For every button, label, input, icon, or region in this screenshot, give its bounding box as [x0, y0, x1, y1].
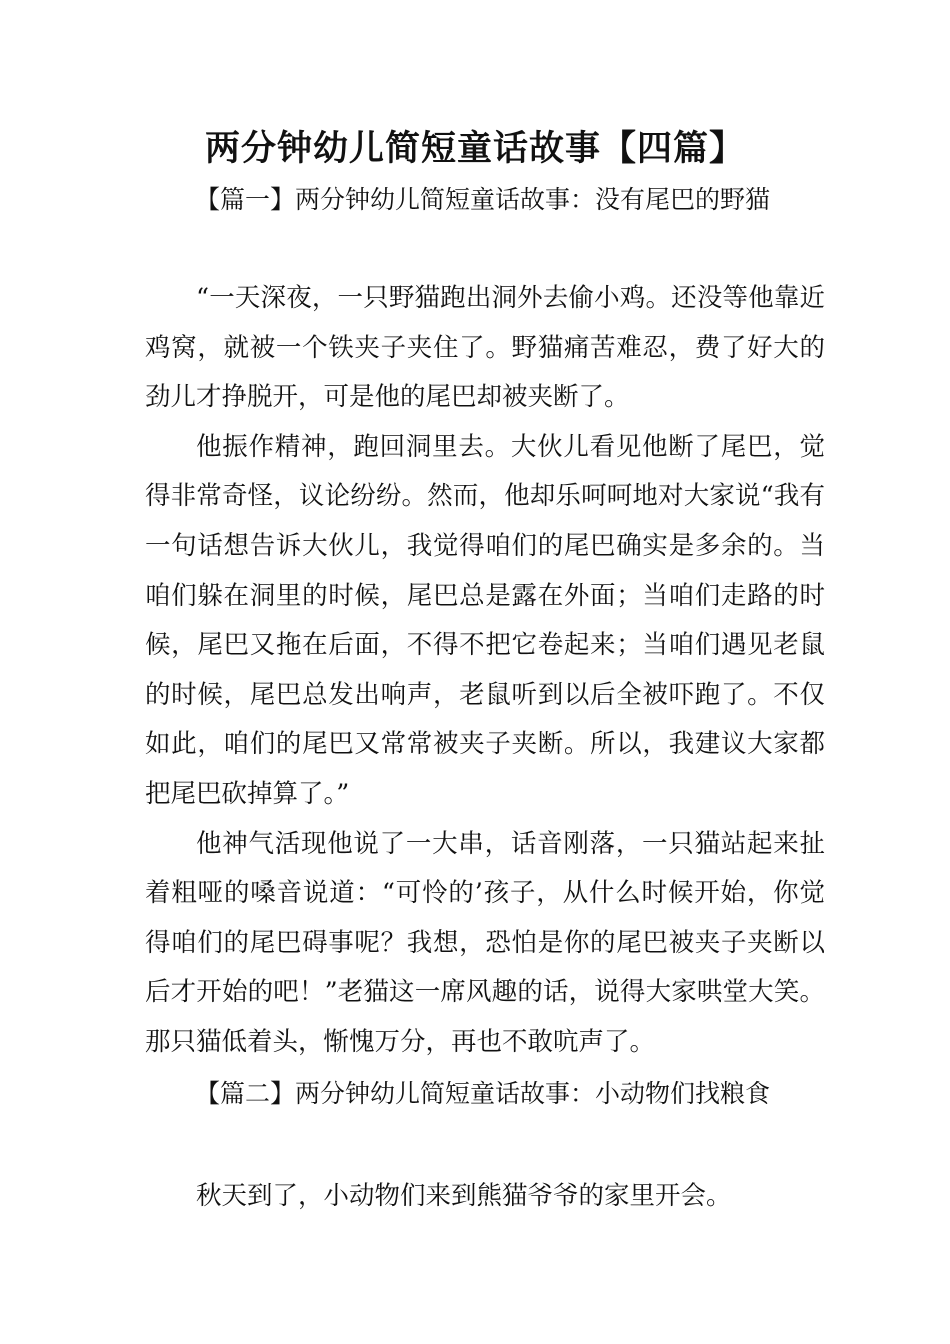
- section-heading-1: 【篇一】两分钟幼儿简短童话故事：没有尾巴的野猫: [195, 185, 771, 214]
- document-title: 两分钟幼儿简短童话故事【四篇】: [204, 128, 745, 169]
- paragraph: 秋天到了，小动物们来到熊猫爷爷的家里开会。: [196, 1181, 732, 1211]
- section-heading-2: 【篇二】两分钟幼儿简短童话故事：小动物们找粮食: [195, 1079, 771, 1108]
- paragraph: 他振作精神，跑回洞里去。大伙儿看见他断了尾巴，觉得非常奇怪，议论纷纷。然而，他却乐呵呵地对大家说“我有一句话想告诉大伙儿，我觉得咱们的尾巴确实是多余的。当咱们躲在洞里的时候，尾巴总是露在外面；当咱们走路的时候，尾巴又拖在后面，不得不把它卷起来；当咱们遇见老鼠的时候，尾巴总发出响声，老鼠听到以后全被吓跑了。不仅如此，咱们的尾巴又常常被夹子夹断。所以，我建议大家都把尾巴砍掉算了。”: [145, 431, 825, 809]
- paragraph: “一天深夜，一只野猫跑出洞外去偷小鸡。还没等他靠近鸡窝，就被一个铁夹子夹住了。野猫痛苦难忍，费了好大的劲儿才挣脱开，可是他的尾巴却被夹断了。: [145, 283, 825, 413]
- section-body-2: [145, 1172, 825, 1222]
- section-body-1: [145, 274, 825, 1068]
- paragraph: 他神气活现他说了一大串，话音刚落，一只猫站起来扯着粗哑的嗓音说道：“可怜的’孩子，从什么时候开始，你觉得咱们的尾巴碍事呢？我想，恐怕是你的尾巴被夹子夹断以后才开始的吧！”老猫这一席风趣的话，说得大家哄堂大笑。那只猫低着头，惭愧万分，再也不敢吭声了。: [145, 828, 825, 1057]
